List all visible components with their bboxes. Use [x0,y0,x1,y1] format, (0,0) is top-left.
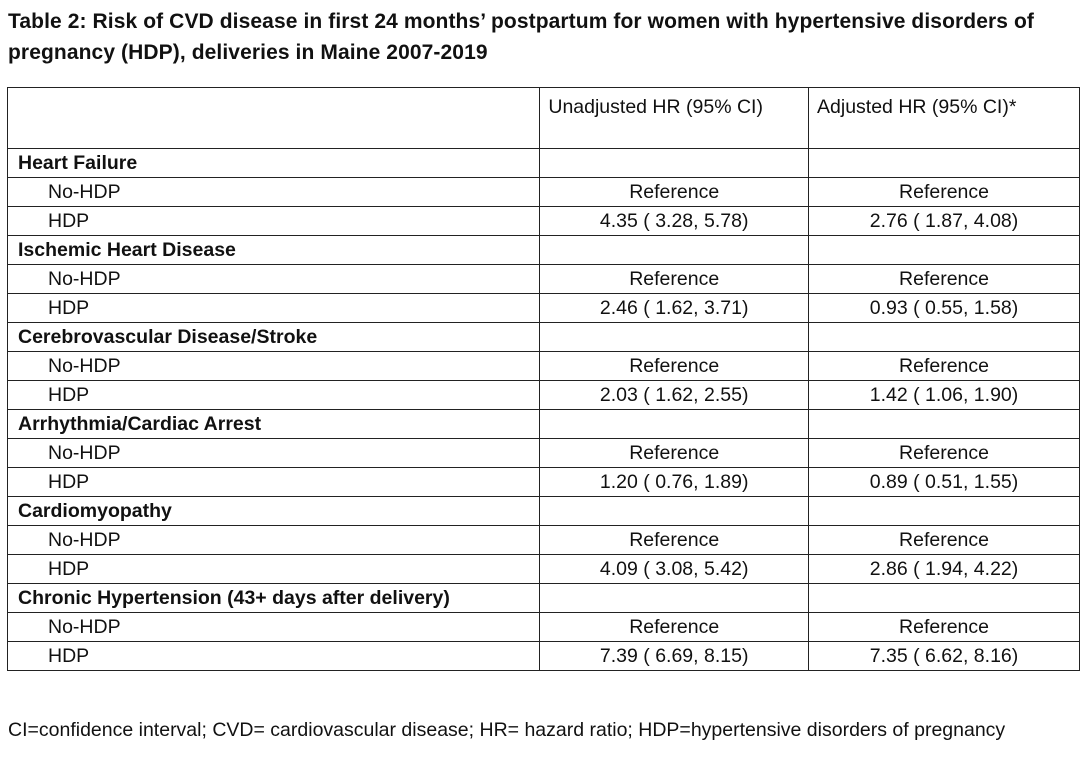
row-label: No-HDP [8,526,540,555]
row-label: HDP [8,294,540,323]
adjusted-hr-cell: Reference [809,352,1080,381]
adjusted-hr-cell: Reference [809,265,1080,294]
table-row [8,613,1080,642]
table-row [8,352,1080,381]
results-table-body [8,88,1080,671]
section-row [8,149,1080,178]
section-row [8,323,1080,352]
empty-cell [540,497,809,526]
adjusted-hr-cell: 2.86 ( 1.94, 4.22) [809,555,1080,584]
unadjusted-hr-cell: 4.09 ( 3.08, 5.42) [540,555,809,584]
unadjusted-hr-cell: Reference [540,613,809,642]
table-row [8,265,1080,294]
unadjusted-hr-cell: Reference [540,178,809,207]
table-header-row [8,88,1080,149]
footnote: CI=confidence interval; CVD= cardiovascular disease; HR= hazard ratio; HDP=hypertensive disorders of pregnancy [8,719,1006,741]
row-label: No-HDP [8,439,540,468]
unadjusted-hr-cell: 4.35 ( 3.28, 5.78) [540,207,809,236]
table-row [8,526,1080,555]
section-label: Cerebrovascular Disease/Stroke [8,323,540,352]
adjusted-hr-cell: 1.42 ( 1.06, 1.90) [809,381,1080,410]
table-row [8,555,1080,584]
section-row [8,584,1080,613]
row-label: No-HDP [8,613,540,642]
empty-cell [809,497,1080,526]
adjusted-hr-cell: Reference [809,178,1080,207]
empty-cell [540,410,809,439]
section-row [8,497,1080,526]
unadjusted-hr-cell: 1.20 ( 0.76, 1.89) [540,468,809,497]
adjusted-hr-cell: 7.35 ( 6.62, 8.16) [809,642,1080,671]
adjusted-hr-cell: Reference [809,439,1080,468]
section-row [8,410,1080,439]
row-label: No-HDP [8,265,540,294]
unadjusted-hr-cell: Reference [540,265,809,294]
row-label: No-HDP [8,178,540,207]
adjusted-hr-cell: 0.89 ( 0.51, 1.55) [809,468,1080,497]
table-row [8,178,1080,207]
unadjusted-hr-cell: Reference [540,439,809,468]
empty-cell [540,149,809,178]
empty-cell [540,323,809,352]
table-row [8,439,1080,468]
row-label: No-HDP [8,352,540,381]
header-blank-cell [8,88,540,149]
empty-cell [809,236,1080,265]
section-label: Cardiomyopathy [8,497,540,526]
section-label: Arrhythmia/Cardiac Arrest [8,410,540,439]
section-row [8,236,1080,265]
empty-cell [809,323,1080,352]
adjusted-hr-cell: 2.76 ( 1.87, 4.08) [809,207,1080,236]
results-table [7,87,1080,671]
unadjusted-hr-cell: 2.03 ( 1.62, 2.55) [540,381,809,410]
empty-cell [540,584,809,613]
unadjusted-hr-cell: Reference [540,352,809,381]
header-unadjusted: Unadjusted HR (95% CI) [540,88,809,149]
unadjusted-hr-cell: 2.46 ( 1.62, 3.71) [540,294,809,323]
table-row [8,468,1080,497]
row-label: HDP [8,468,540,497]
empty-cell [540,236,809,265]
header-adjusted: Adjusted HR (95% CI)* [809,88,1080,149]
section-label: Heart Failure [8,149,540,178]
empty-cell [809,584,1080,613]
adjusted-hr-cell: 0.93 ( 0.55, 1.58) [809,294,1080,323]
section-label: Chronic Hypertension (43+ days after delivery) [8,584,540,613]
unadjusted-hr-cell: 7.39 ( 6.69, 8.15) [540,642,809,671]
empty-cell [809,410,1080,439]
table-row [8,294,1080,323]
table-title: Table 2: Risk of CVD disease in first 24 months’ postpartum for women with hypertensive disorders of pregnancy (HDP), deliveries in Maine 2007-2019 [8,10,1034,64]
row-label: HDP [8,642,540,671]
empty-cell [809,149,1080,178]
unadjusted-hr-cell: Reference [540,526,809,555]
section-label: Ischemic Heart Disease [8,236,540,265]
row-label: HDP [8,555,540,584]
row-label: HDP [8,207,540,236]
table-row [8,207,1080,236]
adjusted-hr-cell: Reference [809,613,1080,642]
table-row [8,642,1080,671]
table-row [8,381,1080,410]
row-label: HDP [8,381,540,410]
adjusted-hr-cell: Reference [809,526,1080,555]
